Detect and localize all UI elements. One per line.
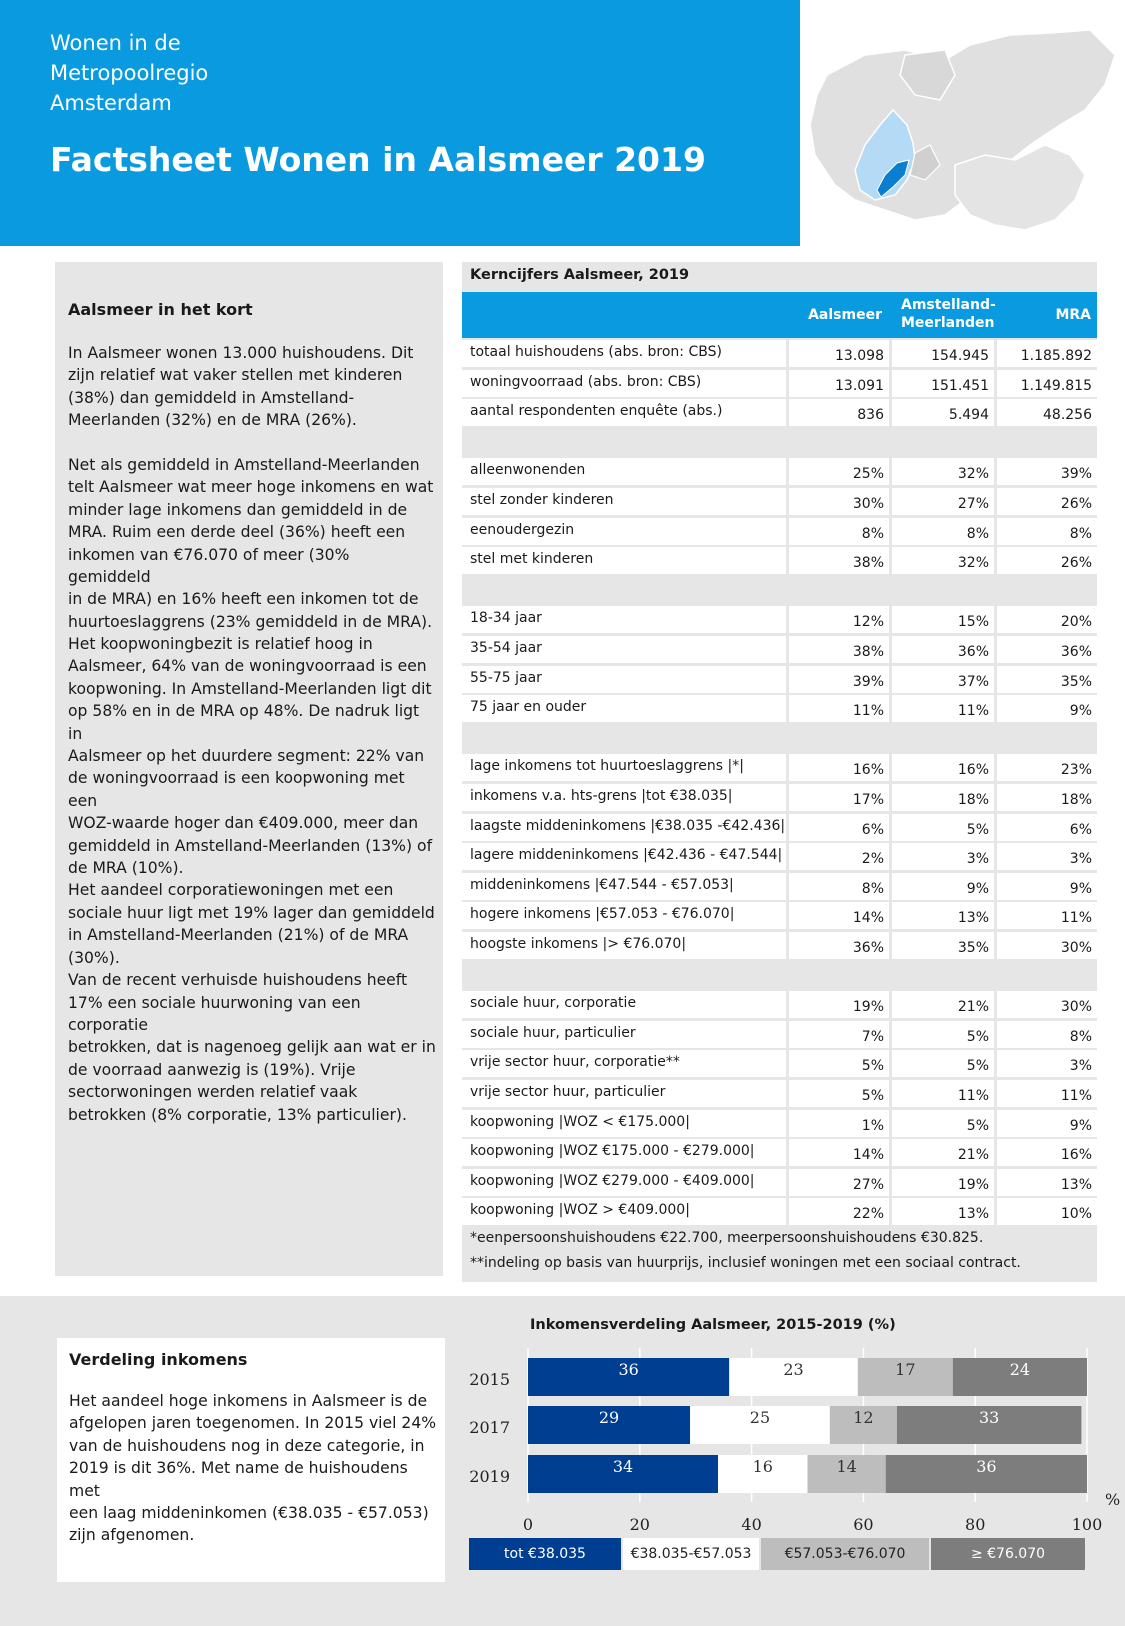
cell-mra: 11% — [997, 1080, 1097, 1107]
cell-mra: 9% — [997, 1110, 1097, 1137]
cell-mra: 39% — [997, 458, 1097, 485]
x-tick-label: 60 — [853, 1515, 874, 1534]
region-map — [805, 15, 1123, 240]
data-label: 16 — [752, 1457, 773, 1476]
cell-aalsmeer: 13.091 — [789, 370, 889, 397]
brand-line-1: Wonen in de — [50, 31, 181, 55]
legend-item: ≥ €76.070 — [931, 1538, 1085, 1570]
cell-aalsmeer: 39% — [789, 666, 889, 693]
row-label: hoogste inkomens |> €76.070| — [462, 932, 786, 959]
cell-mra: 48.256 — [997, 399, 1097, 426]
row-label: totaal huishoudens (abs. bron: CBS) — [462, 340, 786, 367]
cell-amstelland-meerlanden: 37% — [892, 666, 994, 693]
data-label: 36 — [976, 1457, 997, 1476]
row-label: middeninkomens |€47.544 - €57.053| — [462, 873, 786, 900]
data-label: 14 — [836, 1457, 857, 1476]
table-row — [462, 518, 1097, 545]
cell-aalsmeer: 25% — [789, 458, 889, 485]
data-label: 33 — [978, 1408, 1000, 1427]
cell-amstelland-meerlanden: 36% — [892, 636, 994, 663]
cell-mra: 3% — [997, 843, 1097, 870]
cell-aalsmeer: 6% — [789, 814, 889, 841]
cell-mra: 26% — [997, 547, 1097, 574]
income-paragraph: Het aandeel hoge inkomens in Aalsmeer is de afgelopen jaren toegenomen. In 2015 viel 24% van de huishoudens nog in deze categorie, in 2019 is dit 36%. Met name de huishoudens met een laag middeninkomen (€38.035 - €57.053) zijn afgenomen. — [69, 1392, 437, 1545]
table-row — [462, 636, 1097, 663]
table-header — [462, 292, 1097, 338]
brand-logo — [50, 28, 208, 118]
row-label: stel met kinderen — [462, 547, 786, 574]
row-label: koopwoning |WOZ > €409.000| — [462, 1198, 786, 1225]
x-tick-label: 40 — [741, 1515, 762, 1534]
cell-amstelland-meerlanden: 15% — [892, 606, 994, 633]
cell-mra: 3% — [997, 1050, 1097, 1077]
row-label: sociale huur, particulier — [462, 1021, 786, 1048]
table-row — [462, 340, 1097, 367]
cell-aalsmeer: 2% — [789, 843, 889, 870]
row-label: sociale huur, corporatie — [462, 991, 786, 1018]
cell-aalsmeer: 5% — [789, 1050, 889, 1077]
table-row — [462, 873, 1097, 900]
row-label: inkomens v.a. hts-grens |tot €38.035| — [462, 784, 786, 811]
table-row — [462, 1021, 1097, 1048]
row-label: aantal respondenten enquête (abs.) — [462, 399, 786, 426]
cell-mra: 23% — [997, 754, 1097, 781]
cell-aalsmeer: 13.098 — [789, 340, 889, 367]
cell-amstelland-meerlanden: 9% — [892, 873, 994, 900]
cell-amstelland-meerlanden: 5.494 — [892, 399, 994, 426]
x-tick-label: 80 — [965, 1515, 986, 1534]
table-row — [462, 1110, 1097, 1137]
row-label: koopwoning |WOZ €279.000 - €409.000| — [462, 1169, 786, 1196]
table-row — [462, 814, 1097, 841]
cell-amstelland-meerlanden: 35% — [892, 932, 994, 959]
table-row — [462, 1139, 1097, 1166]
chart-title: Inkomensverdeling Aalsmeer, 2015-2019 (%) — [530, 1317, 896, 1333]
cell-amstelland-meerlanden: 5% — [892, 1110, 994, 1137]
row-label: lage inkomens tot huurtoeslaggrens |*| — [462, 754, 786, 781]
header-banner — [0, 0, 800, 246]
cell-amstelland-meerlanden: 13% — [892, 902, 994, 929]
table-row — [462, 932, 1097, 959]
cell-amstelland-meerlanden: 21% — [892, 991, 994, 1018]
cell-aalsmeer: 836 — [789, 399, 889, 426]
cell-amstelland-meerlanden: 5% — [892, 1021, 994, 1048]
cell-mra: 36% — [997, 636, 1097, 663]
table-row — [462, 1198, 1097, 1225]
cell-mra: 35% — [997, 666, 1097, 693]
cell-aalsmeer: 27% — [789, 1169, 889, 1196]
cell-mra: 6% — [997, 814, 1097, 841]
row-label: woningvoorraad (abs. bron: CBS) — [462, 370, 786, 397]
cell-aalsmeer: 5% — [789, 1080, 889, 1107]
row-label: koopwoning |WOZ €175.000 - €279.000| — [462, 1139, 786, 1166]
cell-aalsmeer: 14% — [789, 1139, 889, 1166]
cell-aalsmeer: 19% — [789, 991, 889, 1018]
cell-aalsmeer: 11% — [789, 695, 889, 722]
header-aalsmeer: Aalsmeer — [808, 307, 882, 323]
table-row — [462, 399, 1097, 426]
table-row — [462, 843, 1097, 870]
cell-amstelland-meerlanden: 154.945 — [892, 340, 994, 367]
cell-mra: 9% — [997, 873, 1097, 900]
cell-amstelland-meerlanden: 13% — [892, 1198, 994, 1225]
cell-amstelland-meerlanden: 16% — [892, 754, 994, 781]
row-label: vrije sector huur, particulier — [462, 1080, 786, 1107]
cell-mra: 8% — [997, 1021, 1097, 1048]
row-label: vrije sector huur, corporatie** — [462, 1050, 786, 1077]
table-row — [462, 902, 1097, 929]
cell-amstelland-meerlanden: 18% — [892, 784, 994, 811]
cell-mra: 16% — [997, 1139, 1097, 1166]
header-mra: MRA — [1055, 307, 1091, 323]
cell-amstelland-meerlanden: 5% — [892, 814, 994, 841]
legend-item: €38.035-€57.053 — [623, 1538, 759, 1570]
cell-mra: 1.149.815 — [997, 370, 1097, 397]
data-label: 36 — [618, 1360, 639, 1379]
table-row — [462, 488, 1097, 515]
cell-aalsmeer: 1% — [789, 1110, 889, 1137]
category-label: 2019 — [469, 1467, 510, 1486]
table-row — [462, 458, 1097, 485]
row-label: 75 jaar en ouder — [462, 695, 786, 722]
row-label: 55-75 jaar — [462, 666, 786, 693]
income-heading: Verdeling inkomens — [69, 1350, 248, 1369]
x-tick-label: 100 — [1071, 1515, 1103, 1534]
cell-amstelland-meerlanden: 27% — [892, 488, 994, 515]
income-text-panel — [57, 1338, 445, 1582]
row-label: alleenwonenden — [462, 458, 786, 485]
page-title: Factsheet Wonen in Aalsmeer 2019 — [50, 140, 706, 179]
key-figures-table — [462, 262, 1097, 1282]
data-label: 24 — [1009, 1360, 1031, 1379]
cell-mra: 26% — [997, 488, 1097, 515]
cell-amstelland-meerlanden: 11% — [892, 695, 994, 722]
table-row — [462, 784, 1097, 811]
cell-mra: 30% — [997, 991, 1097, 1018]
summary-panel — [55, 262, 443, 1276]
data-label: 12 — [853, 1408, 874, 1427]
row-label: stel zonder kinderen — [462, 488, 786, 515]
cell-aalsmeer: 8% — [789, 873, 889, 900]
row-label: 18-34 jaar — [462, 606, 786, 633]
cell-aalsmeer: 22% — [789, 1198, 889, 1225]
brand-line-3: Amsterdam — [50, 91, 172, 115]
data-label: 25 — [749, 1408, 771, 1427]
data-label: 17 — [895, 1360, 916, 1379]
cell-mra: 18% — [997, 784, 1097, 811]
data-label: 23 — [783, 1360, 804, 1379]
header-amstelland-meerlanden: Amstelland- Meerlanden — [901, 297, 996, 331]
table-row — [462, 606, 1097, 633]
cell-aalsmeer: 7% — [789, 1021, 889, 1048]
cell-aalsmeer: 36% — [789, 932, 889, 959]
row-label: hogere inkomens |€57.053 - €76.070| — [462, 902, 786, 929]
cell-mra: 9% — [997, 695, 1097, 722]
summary-paragraph-1: In Aalsmeer wonen 13.000 huishoudens. Dit zijn relatief wat vaker stellen met kinderen (38%) dan gemiddeld in Amstelland- Meerlanden (32%) en de MRA (26%). — [68, 344, 414, 430]
footnote-1: *eenpersoonshuishoudens €22.700, meerpersoonshuishoudens €30.825. — [470, 1230, 984, 1246]
income-chart — [460, 1340, 1120, 1535]
cell-amstelland-meerlanden: 5% — [892, 1050, 994, 1077]
cell-mra: 1.185.892 — [997, 340, 1097, 367]
category-label: 2017 — [469, 1418, 510, 1437]
row-label: lagere middeninkomens |€42.436 - €47.544| — [462, 843, 786, 870]
table-title: Kerncijfers Aalsmeer, 2019 — [470, 267, 690, 283]
x-tick-label: 0 — [522, 1515, 534, 1534]
table-row — [462, 1050, 1097, 1077]
data-label: 34 — [612, 1457, 634, 1476]
cell-aalsmeer: 38% — [789, 636, 889, 663]
table-row — [462, 666, 1097, 693]
cell-amstelland-meerlanden: 11% — [892, 1080, 994, 1107]
table-row — [462, 1169, 1097, 1196]
cell-mra: 13% — [997, 1169, 1097, 1196]
row-label: 35-54 jaar — [462, 636, 786, 663]
cell-aalsmeer: 17% — [789, 784, 889, 811]
cell-amstelland-meerlanden: 21% — [892, 1139, 994, 1166]
legend-item: tot €38.035 — [469, 1538, 621, 1570]
table-row — [462, 991, 1097, 1018]
legend-item: €57.053-€76.070 — [761, 1538, 929, 1570]
category-label: 2015 — [469, 1370, 510, 1389]
cell-amstelland-meerlanden: 8% — [892, 518, 994, 545]
summary-heading: Aalsmeer in het kort — [68, 300, 253, 319]
cell-mra: 11% — [997, 902, 1097, 929]
unit-label: % — [1105, 1490, 1121, 1509]
brand-line-2: Metropoolregio — [50, 61, 209, 85]
cell-amstelland-meerlanden: 3% — [892, 843, 994, 870]
x-tick-label: 20 — [629, 1515, 650, 1534]
table-row — [462, 1080, 1097, 1107]
cell-amstelland-meerlanden: 151.451 — [892, 370, 994, 397]
cell-aalsmeer: 8% — [789, 518, 889, 545]
cell-mra: 20% — [997, 606, 1097, 633]
data-label: 29 — [598, 1408, 620, 1427]
table-row — [462, 370, 1097, 397]
cell-amstelland-meerlanden: 32% — [892, 547, 994, 574]
table-row — [462, 695, 1097, 722]
cell-mra: 30% — [997, 932, 1097, 959]
cell-aalsmeer: 12% — [789, 606, 889, 633]
row-label: laagste middeninkomens |€38.035 -€42.436| — [462, 814, 786, 841]
cell-aalsmeer: 30% — [789, 488, 889, 515]
summary-paragraph-3: Het koopwoningbezit is relatief hoog in Aalsmeer, 64% van de woningvoorraad is een koopwoning. In Amstelland-Meerlanden ligt dit op 58% en in de MRA op 48%. De nadruk ligt in Aalsmeer op het duurdere segment: 22% van de woningvoorraad is een koopwoning met een WOZ-waarde hoger dan €409.000, meer dan gemiddeld in Amstelland-Meerlanden (13%) of de MRA (10%). Het aandeel corporatiewoningen met een sociale huur ligt met 19% lager dan gemiddeld in Amstelland-Meerlanden (21%) of de MRA (30%). Van de recent verhuisde huishoudens heeft 17% een sociale huurwoning van een corporatie betrokken, dat is nagenoeg gelijk aan wat er in de voorraad aanwezig is (19%). Vrije sectorwoningen werden relatief vaak betrokken (8% corporatie, 13% particulier). — [68, 635, 436, 1124]
cell-mra: 8% — [997, 518, 1097, 545]
cell-aalsmeer: 16% — [789, 754, 889, 781]
cell-aalsmeer: 14% — [789, 902, 889, 929]
footnote-2: **indeling op basis van huurprijs, inclusief woningen met een sociaal contract. — [470, 1255, 1021, 1271]
cell-amstelland-meerlanden: 19% — [892, 1169, 994, 1196]
table-row — [462, 754, 1097, 781]
table-row — [462, 547, 1097, 574]
summary-paragraph-2: Net als gemiddeld in Amstelland-Meerlanden telt Aalsmeer wat meer hoge inkomens en wat minder lage inkomens dan gemiddeld in de MRA. Ruim een derde deel (36%) heeft een inkomen van €76.070 of meer (30% gemiddeld in de MRA) en 16% heeft een inkomen tot de huurtoeslaggrens (23% gemiddeld in de MRA). — [68, 456, 434, 631]
cell-amstelland-meerlanden: 32% — [892, 458, 994, 485]
row-label: koopwoning |WOZ < €175.000| — [462, 1110, 786, 1137]
cell-aalsmeer: 38% — [789, 547, 889, 574]
cell-mra: 10% — [997, 1198, 1097, 1225]
row-label: eenoudergezin — [462, 518, 786, 545]
